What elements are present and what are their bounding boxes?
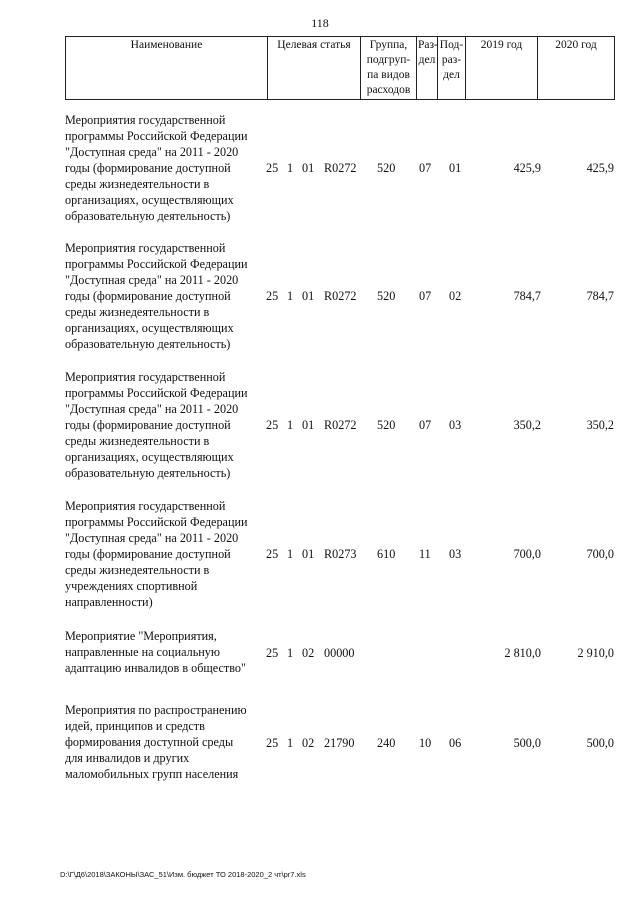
row-code-1: 25	[266, 418, 279, 432]
row-2019: 425,9	[513, 161, 541, 175]
row-2019: 784,7	[513, 289, 541, 303]
row-subsection: 02	[449, 289, 462, 303]
row-2019: 350,2	[513, 418, 541, 432]
row-group: 520	[377, 418, 396, 432]
row-subsection: 03	[449, 547, 462, 561]
row-section: 07	[419, 418, 432, 432]
header-target-article: Целевая статья	[268, 37, 361, 100]
row-code-2: 1	[287, 418, 294, 432]
row-2020: 425,9	[586, 161, 614, 175]
table-row	[65, 498, 614, 618]
row-name: Мероприятия государственной программы Российской Федерации "Доступная среда" на 2011 - 2020 годы (формирование доступной среды жизнедеятельности в учреждениях спортивной направленности)	[65, 499, 248, 609]
file-path-footer: D:\Г\Д6\2018\ЗАКОНЫ\ЗАС_51\Изм. бюджет ТО 2018-2020_2 чт\pr7.xls	[60, 870, 306, 879]
header-subsection: Под- раз- дел	[438, 37, 466, 100]
row-subsection: 06	[449, 736, 462, 750]
row-code-4: R0273	[324, 547, 357, 561]
table-header	[65, 36, 615, 100]
row-2020: 350,2	[586, 418, 614, 432]
row-group: 520	[377, 161, 396, 175]
row-name: Мероприятия по распространению идей, принципов и средств формирования доступной среды для инвалидов и других маломобильных групп населения	[65, 703, 247, 781]
table-row	[65, 702, 614, 792]
row-code-3: 02	[302, 646, 315, 660]
row-code-3: 01	[302, 289, 315, 303]
row-code-2: 1	[287, 289, 294, 303]
row-code-1: 25	[266, 289, 279, 303]
row-2020: 2 910,0	[577, 646, 614, 660]
row-2020: 784,7	[586, 289, 614, 303]
row-code-3: 02	[302, 736, 315, 750]
table-row	[65, 240, 614, 360]
row-section: 07	[419, 289, 432, 303]
row-code-3: 01	[302, 418, 315, 432]
row-code-1: 25	[266, 646, 279, 660]
row-code-4: R0272	[324, 161, 357, 175]
row-section: 07	[419, 161, 432, 175]
row-name: Мероприятия государственной программы Российской Федерации "Доступная среда" на 2011 - 2020 годы (формирование доступной среды жизнедеятельности в организациях, осуществляющих образовательную деятельность)	[65, 370, 248, 480]
header-year-2020: 2020 год	[538, 37, 615, 100]
row-2020: 500,0	[586, 736, 614, 750]
header-year-2019: 2019 год	[466, 37, 538, 100]
row-code-3: 01	[302, 161, 315, 175]
row-group: 520	[377, 289, 396, 303]
row-code-2: 1	[287, 547, 294, 561]
row-code-2: 1	[287, 736, 294, 750]
table-row	[65, 112, 614, 232]
page-number: 118	[311, 16, 329, 30]
row-code-4: R0272	[324, 289, 357, 303]
header-name: Наименование	[66, 37, 268, 100]
row-code-1: 25	[266, 736, 279, 750]
row-subsection: 01	[449, 161, 462, 175]
header-section: Раз- дел	[417, 37, 438, 100]
row-2019: 2 810,0	[504, 646, 541, 660]
row-section: 10	[419, 736, 432, 750]
header-expense-group: Группа, подгруп- па видов расходов	[361, 37, 417, 100]
row-subsection: 03	[449, 418, 462, 432]
row-code-4: 00000	[324, 646, 355, 660]
row-section: 11	[419, 547, 431, 561]
row-code-2: 1	[287, 646, 294, 660]
table-row	[65, 628, 614, 688]
row-2019: 500,0	[513, 736, 541, 750]
row-code-2: 1	[287, 161, 294, 175]
row-2020: 700,0	[586, 547, 614, 561]
row-code-4: R0272	[324, 418, 357, 432]
row-name: Мероприятия государственной программы Российской Федерации "Доступная среда" на 2011 - 2020 годы (формирование доступной среды жизнедеятельности в организациях, осуществляющих образовательную деятельность)	[65, 241, 248, 351]
row-code-4: 21790	[324, 736, 355, 750]
row-code-1: 25	[266, 547, 279, 561]
row-code-3: 01	[302, 547, 315, 561]
row-group: 610	[377, 547, 396, 561]
row-name: Мероприятие "Мероприятия, направленные на социальную адаптацию инвалидов в общество"	[65, 629, 246, 675]
row-group: 240	[377, 736, 396, 750]
table-row	[65, 369, 614, 489]
row-code-1: 25	[266, 161, 279, 175]
row-name: Мероприятия государственной программы Российской Федерации "Доступная среда" на 2011 - 2020 годы (формирование доступной среды жизнедеятельности в организациях, осуществляющих образовательную деятельность)	[65, 113, 248, 223]
row-2019: 700,0	[513, 547, 541, 561]
